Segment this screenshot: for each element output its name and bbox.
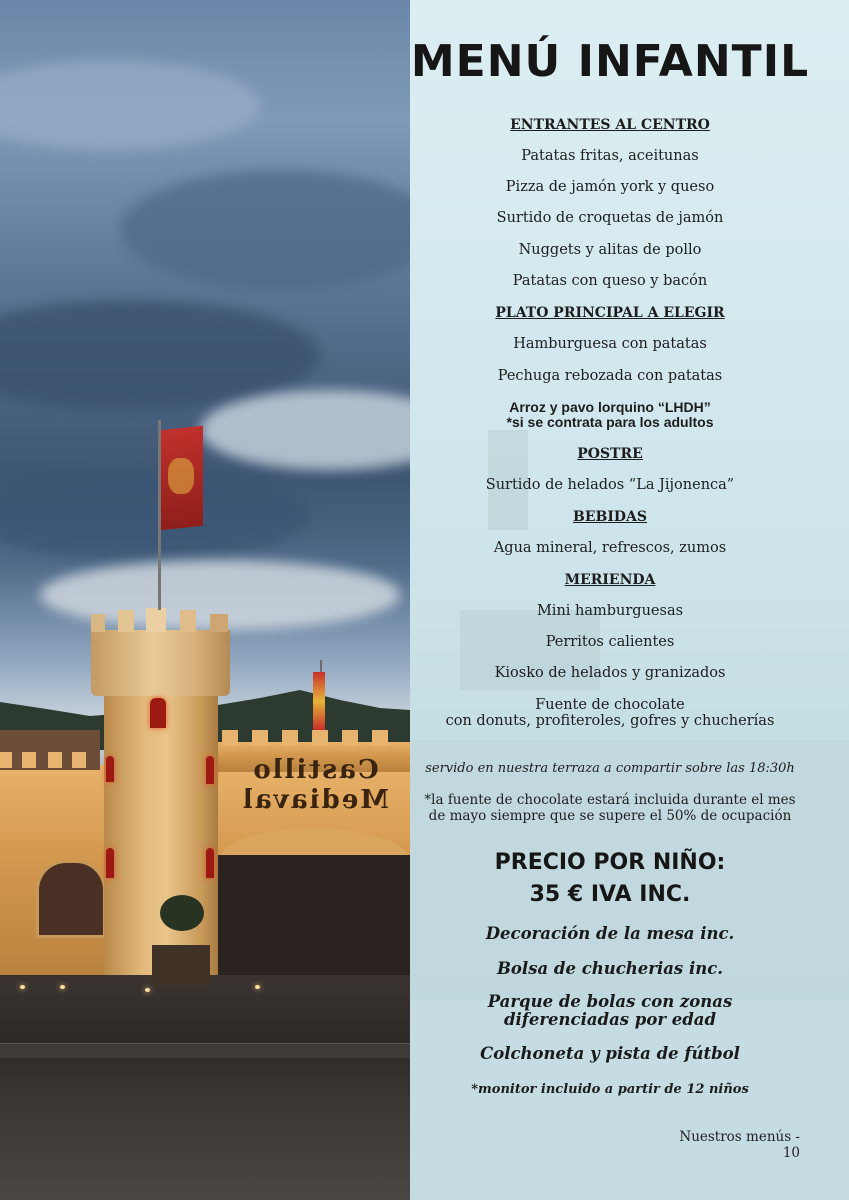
price-label: PRECIO POR NIÑO: [494, 850, 726, 875]
tower-window [150, 698, 166, 728]
merlon [342, 730, 358, 746]
spanish-flag [313, 672, 325, 730]
chocolate-note: de mayo siempre que se supere el 50% de ocupación [428, 808, 792, 824]
menu-item: con donuts, profiteroles, gofres y chucherías [445, 713, 775, 729]
merlon [72, 752, 86, 768]
served-note: servido en nuestra terraza a compartir sobre las 18:30h [425, 761, 795, 776]
section-heading-postre: POSTRE [577, 446, 643, 462]
merlon [91, 614, 105, 632]
castle-gate [218, 855, 410, 975]
merlon [282, 730, 298, 746]
tower-top [91, 630, 230, 696]
arched-window [36, 860, 106, 938]
menu-item: Nuggets y alitas de pollo [518, 242, 702, 258]
cloud-shape [120, 170, 410, 290]
cloud-shape [0, 60, 260, 150]
section-heading-bebidas: BEBIDAS [573, 509, 647, 525]
menu-item: Mini hamburguesas [536, 603, 684, 619]
perk-item: Bolsa de chucherias inc. [496, 959, 724, 978]
price-value: 35 € IVA INC. [529, 882, 691, 907]
planter [152, 945, 210, 985]
menu-item: Perritos calientes [545, 634, 675, 650]
merlon [210, 614, 228, 632]
menu-item: Pizza de jamón york y queso [505, 179, 715, 195]
ground-lamp [60, 985, 65, 989]
ground-lamp [255, 985, 260, 989]
tower-window [106, 848, 114, 878]
menu-item: Surtido de helados “La Jijonenca” [485, 477, 735, 493]
chocolate-note: *la fuente de chocolate estará incluida durante el mes [424, 792, 796, 808]
merlon [118, 610, 134, 632]
menu-item: Fuente de chocolate [535, 697, 685, 713]
castle-sign: Castillo Mediaval [240, 755, 390, 815]
section-heading-merienda: MERIENDA [564, 572, 656, 588]
topiary-tree [160, 895, 204, 931]
tower-window [206, 756, 214, 784]
menu-panel [410, 0, 849, 1200]
merlon [22, 752, 36, 768]
merlon [48, 752, 62, 768]
castle-photo [0, 0, 410, 1200]
ground-lamp [20, 985, 25, 989]
courtyard-ground [0, 975, 410, 1200]
curb [0, 1043, 410, 1058]
ground-lamp [145, 988, 150, 992]
perk-item: Colchoneta y pista de fútbol [480, 1044, 740, 1063]
section-heading-entrantes: ENTRANTES AL CENTRO [510, 117, 710, 133]
merlon [312, 730, 328, 746]
menu-item: Patatas con queso y bacón [512, 273, 708, 289]
menu-item: Agua mineral, refrescos, zumos [493, 540, 727, 556]
page-footer: Nuestros menús - 10 [679, 1129, 800, 1161]
menu-item-special-note: *si se contrata para los adultos [506, 414, 714, 430]
perk-item: Parque de bolas con zonas [487, 992, 733, 1011]
menu-item: Surtido de croquetas de jamón [496, 210, 724, 226]
merlon [180, 610, 196, 632]
merlon [222, 730, 238, 746]
merlon [252, 730, 268, 746]
cloud-shape [200, 390, 410, 470]
perk-item: diferenciadas por edad [503, 1010, 717, 1029]
merlon [372, 730, 388, 746]
perk-item: Decoración de la mesa inc. [485, 924, 735, 943]
menu-content [410, 0, 810, 1200]
merlon [0, 752, 12, 768]
menu-item: Pechuga rebozada con patatas [497, 368, 723, 384]
merlon [146, 608, 166, 632]
tower-window [106, 756, 114, 782]
menu-item: Patatas fritas, aceitunas [521, 148, 699, 164]
flag-emblem [168, 458, 194, 494]
tower-window [206, 848, 214, 878]
section-heading-plato-principal: PLATO PRINCIPAL A ELEGIR [495, 305, 725, 321]
menu-item-special: Arroz y pavo lorquino “LHDH” [509, 399, 711, 415]
menu-item: Kiosko de helados y granizados [494, 665, 726, 681]
menu-item: Hamburguesa con patatas [513, 336, 707, 352]
monitor-note: *monitor incluido a partir de 12 niños [471, 1082, 749, 1097]
cloud-shape [0, 470, 310, 560]
menu-title: MENÚ INFANTIL [410, 36, 810, 87]
